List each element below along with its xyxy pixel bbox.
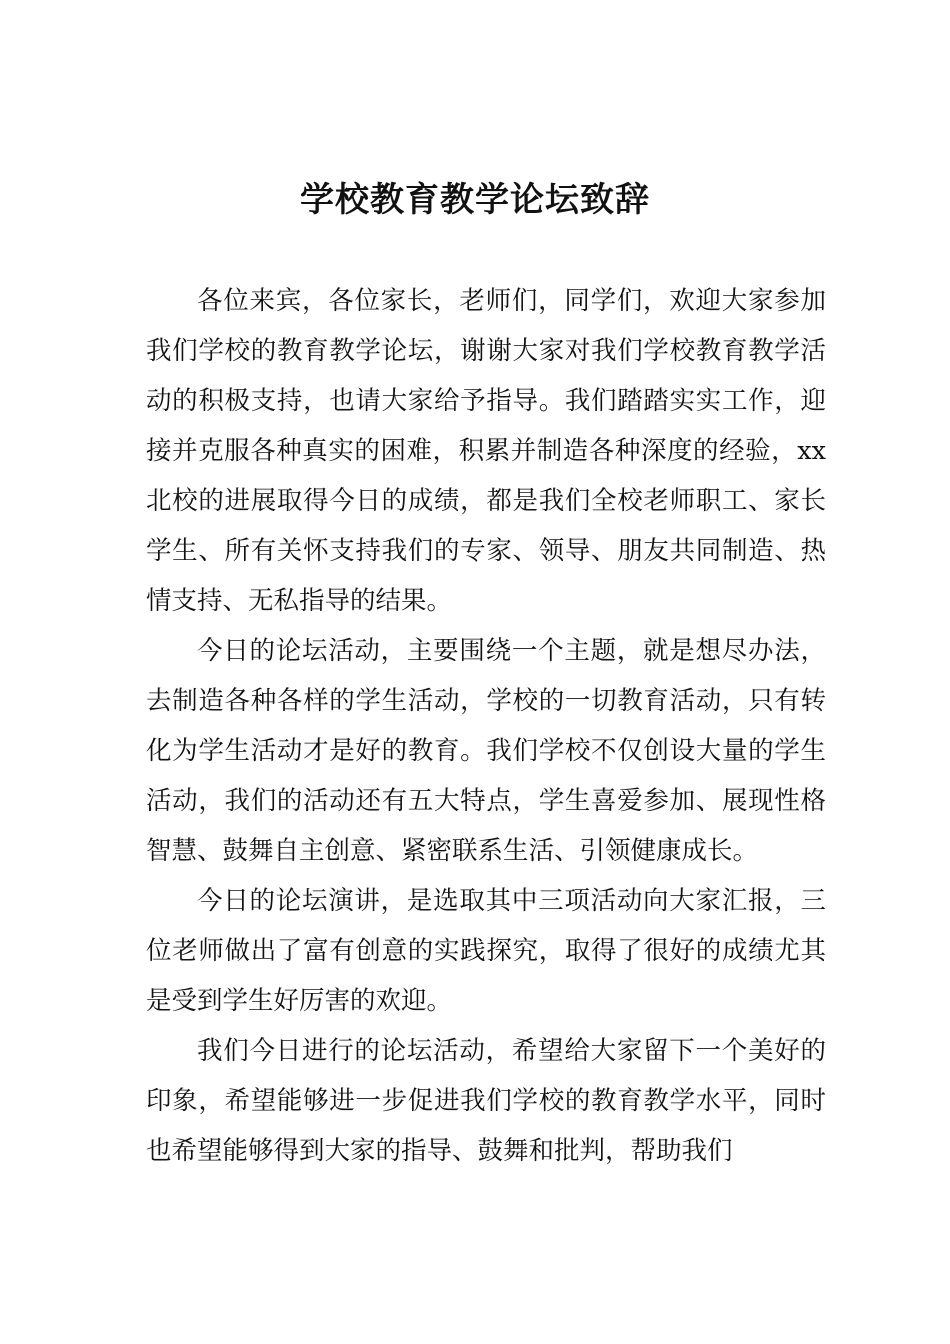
document-body [146,276,826,1176]
document-title: 学校教育教学论坛致辞 [300,180,650,220]
paragraph-presentations: 今日的论坛演讲，是选取其中三项活动向大家汇报，三位老师做出了富有创意的实践探究，取得了很好的成绩尤其是受到学生好厉害的欢迎。 [146,886,826,1016]
paragraph-welcome: 各位来宾，各位家长，老师们，同学们，欢迎大家参加我们学校的教育教学论坛，谢谢大家对我们学校教育教学活动的积极支持，也请大家给予指导。我们踏踏实实工作，迎接并克服各种真实的困难，积累并制造各种深度的经验，xx北校的进展取得今日的成绩，都是我们全校老师职工、家长学生、所有关怀支持我们的专家、领导、朋友共同制造、热情支持、无私指导的结果。 [146,286,826,616]
paragraph-forum-theme: 今日的论坛活动，主要围绕一个主题，就是想尽办法，去制造各种各样的学生活动，学校的一切教育活动，只有转化为学生活动才是好的教育。我们学校不仅创设大量的学生活动，我们的活动还有五大特点，学生喜爱参加、展现性格智慧、鼓舞自主创意、紧密联系生活、引领健康成长。 [146,636,826,866]
paragraph-hopes: 我们今日进行的论坛活动，希望给大家留下一个美好的印象，希望能够进一步促进我们学校的教育教学水平，同时也希望能够得到大家的指导、鼓舞和批判，帮助我们 [146,1036,826,1166]
